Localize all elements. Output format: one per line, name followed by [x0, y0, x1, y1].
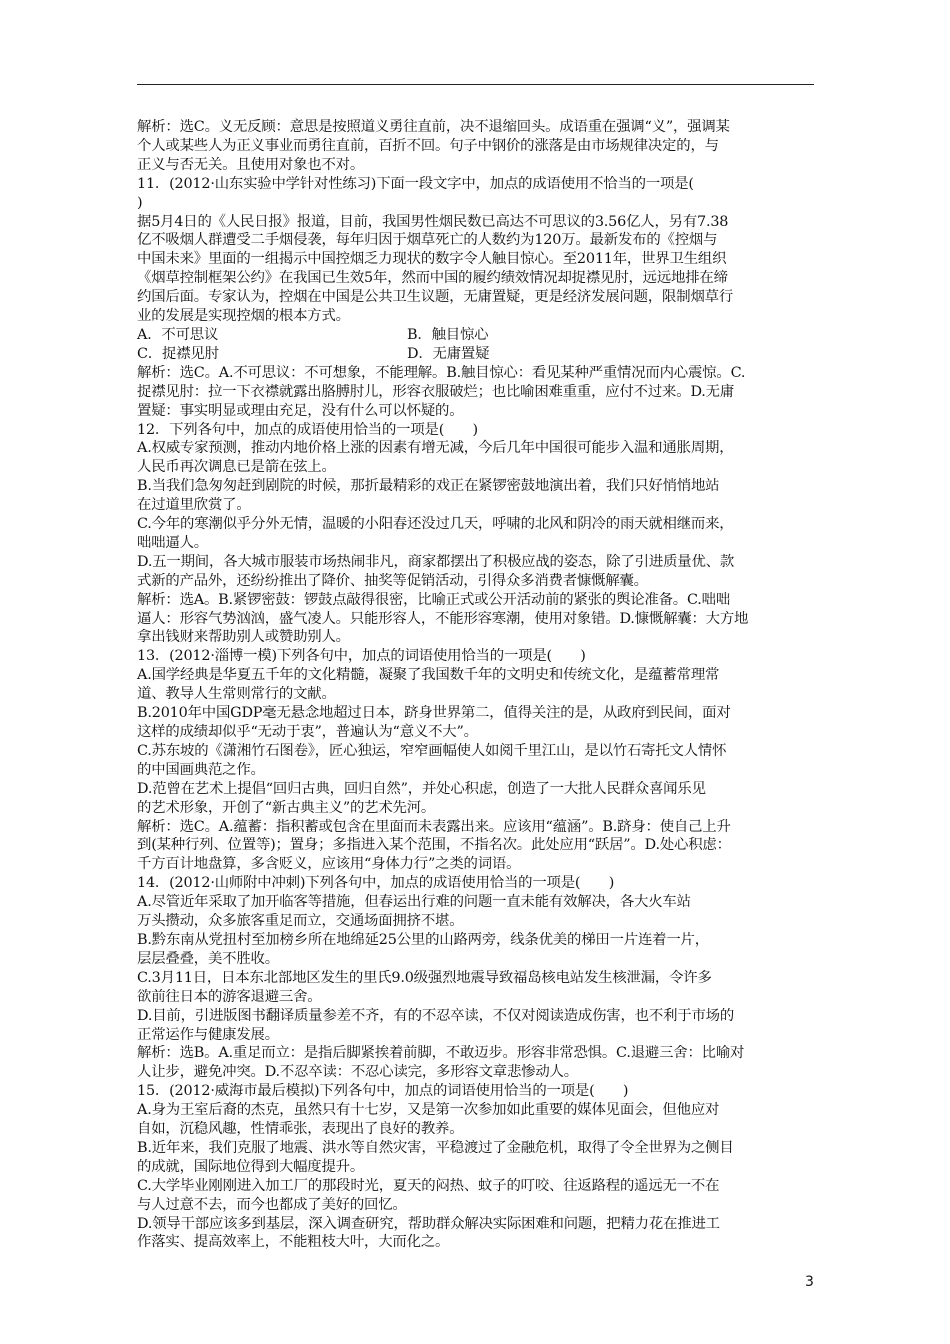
text-line: 置疑：事实明显或理由充足，没有什么可以怀疑的。 — [137, 402, 464, 419]
text-line: C.今年的寒潮似乎分外无情，温暖的小阳春还没过几天，呼啸的北风和阴冷的雨天就相继而来， — [137, 516, 734, 533]
text-line: 解析：选C。A.蕴蓄：指积蓄或包含在里面而未表露出来。应该用“蕴涵”。B.跻身：使自己上升 — [137, 818, 731, 835]
text-line: B.近年来，我们克服了地震、洪水等自然灾害，平稳渡过了金融危机，取得了令全世界为之侧目 — [137, 1139, 734, 1156]
text-line: 这样的成绩却似乎“无动于衷”，普遍认为“意义不大”。 — [137, 724, 478, 740]
text-line: 的成就，国际地位得到大幅度提升。 — [137, 1158, 365, 1175]
text-line: 中国未来》里面的一组揭示中国控烟乏力现状的数字令人触目惊心。至2011年，世界卫生组织 — [137, 251, 727, 268]
text-line: 解析：选A。B.紧锣密鼓：锣鼓点敲得很密，比喻正式或公开活动前的紧张的舆论准备。C.咄咄 — [137, 591, 731, 608]
text-line: C.大学毕业刚刚进入加工厂的那段时光，夏天的闷热、蚊子的叮咬、往返路程的遥远无一不在 — [137, 1177, 720, 1194]
page-number: 3 — [805, 1274, 814, 1290]
text-line: 15．(2012·威海市最后模拟)下列各句中，加点的词语使用恰当的一项是( ) — [137, 1083, 629, 1100]
options-block — [137, 326, 817, 364]
text-line: 在过道里欣赏了。 — [137, 497, 251, 514]
option-c: C．捉襟见肘 — [137, 345, 219, 362]
text-line: 道、教导人生常则常行的文献。 — [137, 686, 336, 703]
text-line: 解析：选C。A.不可思议：不可想象，不能理解。B.触目惊心：看见某种严重情况而内心震惊。C. — [137, 364, 746, 381]
text-line: 逼人：形容气势汹汹，盛气凌人。只能形容人，不能形容寒潮，使用对象错。D.慷慨解囊：大方地 — [137, 610, 749, 627]
text-line: 亿不吸烟人群遭受二手烟侵袭，每年归因于烟草死亡的人数约为120万。最新发布的《控烟与 — [137, 232, 718, 249]
text-line: 的中国画典范之作。 — [137, 761, 265, 778]
text-line: 万头攒动，众多旅客重足而立，交通场面拥挤不堪。 — [137, 913, 464, 930]
text-line: 14．(2012·山师附中冲刺)下列各句中，加点的成语使用恰当的一项是( ) — [137, 875, 615, 892]
text-line: 解析：选C。义无反顾：意思是按照道义勇往直前，决不退缩回头。成语重在强调“义”，强调某 — [137, 119, 730, 135]
option-a: A．不可思议 — [137, 326, 219, 343]
text-line: 千方百计地盘算，多含贬义，应该用“身体力行”之类的词语。 — [137, 856, 521, 873]
text-line: 据5月4日的《人民日报》报道，目前，我国男性烟民数已高达不可思议的3.56亿人，另有7.38 — [137, 213, 729, 230]
text-line: B.2010年中国GDP毫无悬念地超过日本，跻身世界第二，值得关注的是，从政府到民间，面对 — [137, 705, 731, 722]
options-row — [137, 326, 817, 345]
text-line: A.权威专家预测，推动内地价格上涨的因素有增无减，今后几年中国很可能步入温和通胀周期， — [137, 440, 734, 457]
text-line: 13．(2012·淄博一模)下列各句中，加点的词语使用恰当的一项是( ) — [137, 648, 586, 665]
text-line: 咄咄逼人。 — [137, 534, 208, 551]
text-line: 的艺术形象，开创了“新古典主义”的艺术先河。 — [137, 799, 436, 816]
text-line: 层层叠叠，美不胜收。 — [137, 950, 279, 967]
text-line: 拿出钱财来帮助别人或赞助别人。 — [137, 629, 350, 646]
option-b: B．触目惊心 — [407, 326, 489, 343]
text-line: 11．(2012·山东实验中学针对性练习)下面一段文字中，加点的成语使用不恰当的一项是( — [137, 175, 694, 192]
text-line: ) — [137, 194, 143, 211]
text-line: 约国后面。专家认为，控烟在中国是公共卫生议题，无庸置疑，更是经济发展问题，限制烟草行 — [137, 289, 734, 306]
text-line: B.当我们急匆匆赶到剧院的时候，那折最精彩的戏正在紧锣密鼓地演出着，我们只好悄悄地站 — [137, 478, 720, 495]
text-line: D.目前，引进版图书翻译质量参差不齐，有的不忍卒读，不仅对阅读造成伤害，也不利于市场的 — [137, 1007, 735, 1024]
text-block-b — [137, 364, 817, 1253]
header-rule — [137, 84, 814, 85]
text-line: 作落实、提高效率上，不能粗枝大叶，大而化之。 — [137, 1234, 450, 1251]
text-line: 《烟草控制框架公约》在我国已生效5年，然而中国的履约绩效情况却捉襟见肘，远远地排在缔 — [137, 270, 728, 287]
text-line: 正义与否无关。且使用对象也不对。 — [137, 156, 365, 173]
text-line: D.五一期间，各大城市服装市场热闹非凡，商家都摆出了积极应战的姿态，除了引进质量优、款 — [137, 553, 735, 570]
text-line: 式新的产品外，还纷纷推出了降价、抽奖等促销活动，引得众多消费者慷慨解囊。 — [137, 572, 648, 589]
page-content — [137, 118, 817, 1252]
text-line: C.3月11日，日本东北部地区发生的里氏9.0级强烈地震导致福岛核电站发生核泄漏，令许多 — [137, 969, 712, 986]
text-line: D.范曾在艺术上提倡“回归古典，回归自然”，并处心积虑，创造了一大批人民群众喜闻乐见 — [137, 780, 706, 797]
text-line: C.苏东坡的《潇湘竹石图卷》，匠心独运，窄窄画幅使人如阅千里江山，是以竹石寄托文人情怀 — [137, 742, 727, 759]
text-line: A.尽管近年采取了加开临客等措施，但春运出行难的问题一直未能有效解决，各大火车站 — [137, 894, 691, 911]
text-line: B.黔东南从党扭村至加榜乡所在地绵延25公里的山路两旁，线条优美的梯田一片连着一片， — [137, 931, 709, 948]
text-block-a — [137, 118, 817, 326]
text-line: 到(某种行列、位置等)；置身；多指进入某个范围，不指名次。此处应用“跃居”。D.处心积虑： — [137, 837, 731, 854]
text-line: 人民币再次调息已是箭在弦上。 — [137, 459, 336, 476]
text-line: 业的发展是实现控烟的根本方式。 — [137, 308, 350, 325]
option-d: D．无庸置疑 — [407, 345, 490, 362]
text-line: 解析：选B。A.重足而立：是指后脚紧挨着前脚，不敢迈步。形容非常恐惧。C.退避三舍：比喻对 — [137, 1045, 745, 1062]
text-line: 欲前往日本的游客退避三舍。 — [137, 988, 322, 1005]
text-line: 人让步，避免冲突。D.不忍卒读：不忍心读完，多形容文章悲惨动人。 — [137, 1064, 578, 1081]
options-row — [137, 345, 817, 364]
text-line: A.身为王室后裔的杰克，虽然只有十七岁，又是第一次参加如此重要的媒体见面会，但他应对 — [137, 1102, 720, 1119]
text-line: 捉襟见肘：拉一下衣襟就露出胳膊肘儿，形容衣服破烂；也比喻困难重重，应付不过来。D.无庸 — [137, 383, 735, 400]
text-line: 自如，沉稳风趣，性情乖张，表现出了良好的教养。 — [137, 1121, 464, 1138]
text-line: 个人或某些人为正义事业而勇往直前，百折不回。句子中钢价的涨落是由市场规律决定的，与 — [137, 137, 719, 154]
text-line: 正常运作与健康发展。 — [137, 1026, 279, 1043]
text-line: 12．下列各句中，加点的成语使用恰当的一项是( ) — [137, 421, 478, 438]
text-line: 与人过意不去，而今也都成了美好的回忆。 — [137, 1196, 407, 1213]
text-line: A.国学经典是华夏五千年的文化精髓，凝聚了我国数千年的文明史和传统文化，是蕴蓄常理常 — [137, 667, 720, 684]
text-line: D.领导干部应该多到基层，深入调查研究，帮助群众解决实际困难和问题，把精力花在推进工 — [137, 1215, 720, 1232]
